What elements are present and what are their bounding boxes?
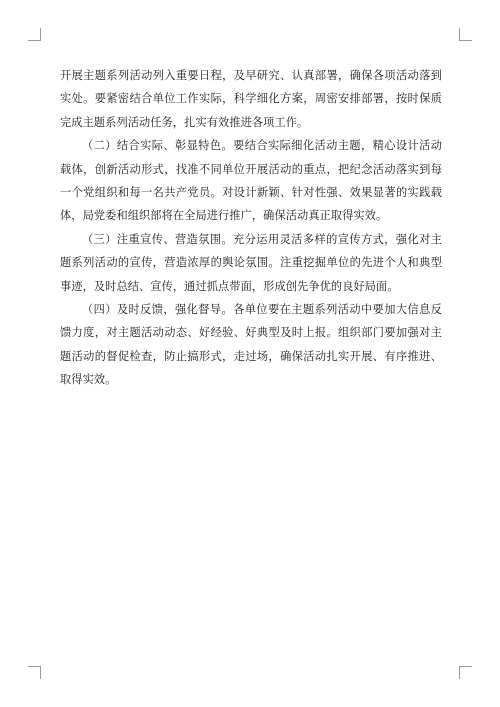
paragraph-2: （二）结合实际、彰显特色。要结合实际细化活动主题，精心设计活动载体，创新活动形式，找准不同单位开展活动的重点，把纪念活动落实到每一个党组织和每一名共产党员。对设计新颖、针对性强、效果显著的实践载体，局党委和组织部将在全局进行推广，确保活动真正取得实效。 — [60, 139, 442, 223]
crop-mark-bottom-right — [459, 666, 472, 679]
paragraph-3: （三）注重宣传、营造氛围。充分运用灵活多样的宣传方式，强化对主题系列活动的宣传，营造浓厚的舆论氛围。注重挖掘单位的先进个人和典型事迹，及时总结、宣传，通过抓点带面，形成创先争优的良好局面。 — [60, 232, 442, 293]
crop-mark-bottom-left — [28, 666, 41, 679]
paragraph-1: 开展主题系列活动列入重要日程，及早研究、认真部署，确保各项活动落到实处。要紧密结合单位工作实际，科学细化方案，周密安排部署，按时保质完成主题系列活动任务，扎实有效推进各项工作。 — [60, 69, 442, 129]
crop-mark-top-left — [28, 28, 41, 41]
document-body — [60, 64, 442, 392]
crop-mark-top-right — [459, 28, 472, 41]
paragraph-4: （四）及时反馈，强化督导。各单位要在主题系列活动中要加大信息反馈力度，对主题活动动态、好经验、好典型及时上报。组织部门要加强对主题活动的督促检查，防止搞形式，走过场，确保活动扎实开展、有序推进、取得实效。 — [60, 303, 442, 387]
